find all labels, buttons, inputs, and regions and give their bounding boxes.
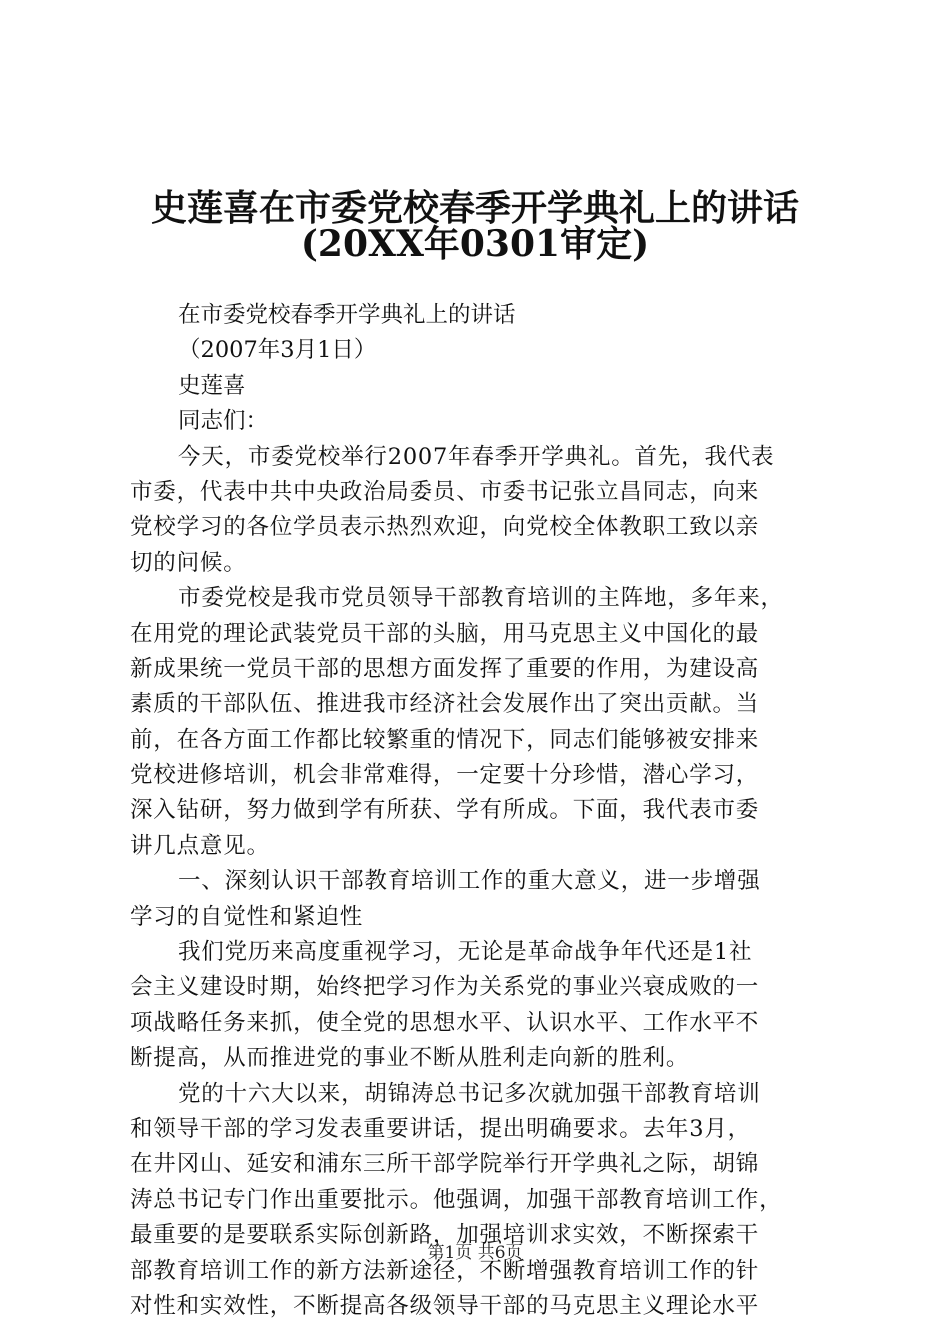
text-line: 市委，代表中共中央政治局委员、市委书记张立昌同志，向来 — [130, 478, 760, 505]
text-line: 前，在各方面工作都比较繁重的情况下，同志们能够被安排来 — [130, 726, 760, 753]
text-line: 部教育培训工作的新方法新途径，不断增强教育培训工作的针 — [130, 1257, 760, 1284]
paragraph-2 — [130, 581, 830, 864]
text-line: 在用党的理论武装党员干部的头脑，用马克思主义中国化的最 — [130, 620, 760, 647]
section-heading-1 — [130, 864, 830, 935]
text-line: 和领导干部的学习发表重要讲话，提出明确要求。去年3月， — [130, 1115, 751, 1142]
text-line: 断提高，从而推进党的事业不断从胜利走向新的胜利。 — [130, 1045, 690, 1072]
page-number-footer: 第1页 共6页 — [427, 1243, 523, 1263]
text-line: 党的十六大以来，胡锦涛总书记多次就加强干部教育培训 — [178, 1080, 761, 1107]
text-line: 一、深刻认识干部教育培训工作的重大意义，进一步增强 — [178, 868, 761, 895]
text-line: 项战略任务来抓，使全党的思想水平、认识水平、工作水平不 — [130, 1009, 760, 1036]
text-line: 党校进修培训，机会非常难得，一定要十分珍惜，潜心学习， — [130, 762, 760, 789]
text-line: 会主义建设时期，始终把学习作为关系党的事业兴衰成败的一 — [130, 974, 760, 1001]
text-line: 讲几点意见。 — [130, 832, 270, 859]
text-line: 我们党历来高度重视学习，无论是革命战争年代还是1社 — [178, 939, 753, 966]
text-line: 新成果统一党员干部的思想方面发挥了重要的作用，为建设高 — [130, 655, 760, 682]
paragraph-3 — [130, 935, 830, 1077]
text-line: 在井冈山、延安和浦东三所干部学院举行开学典礼之际，胡锦 — [130, 1151, 760, 1178]
speech-heading: 在市委党校春季开学典礼上的讲话 — [178, 302, 516, 328]
document-subtitle: (20XX年0301审定) — [300, 223, 650, 265]
text-line: 学习的自觉性和紧迫性 — [130, 903, 364, 930]
text-line: 市委党校是我市党员领导干部教育培训的主阵地，多年来， — [178, 585, 784, 612]
text-line: 党校学习的各位学员表示热烈欢迎，向党校全体教职工致以亲 — [130, 514, 760, 541]
document-title: 史莲喜在市委党校春季开学典礼上的讲话 — [150, 187, 799, 229]
text-line: 最重要的是要联系实际创新路，加强培训求实效，不断探索干 — [130, 1222, 760, 1249]
speech-date: （2007年3月1日） — [178, 337, 377, 364]
text-line: 涛总书记专门作出重要批示。他强调，加强干部教育培训工作， — [130, 1186, 783, 1213]
document-body — [130, 298, 830, 1324]
speech-salutation: 同志们： — [178, 408, 269, 435]
text-line: 今天，市委党校举行2007年春季开学典礼。首先，我代表 — [178, 443, 775, 470]
paragraph-4 — [130, 1077, 830, 1325]
speech-author: 史莲喜 — [178, 372, 246, 399]
text-line: 切的问候。 — [130, 549, 247, 576]
paragraph-1 — [130, 440, 830, 582]
text-line: 素质的干部队伍、推进我市经济社会发展作出了突出贡献。当 — [130, 691, 760, 718]
text-line: 对性和实效性，不断提高各级领导干部的马克思主义理论水平 — [130, 1292, 760, 1319]
text-line: 深入钻研，努力做到学有所获、学有所成。下面，我代表市委 — [130, 797, 760, 824]
